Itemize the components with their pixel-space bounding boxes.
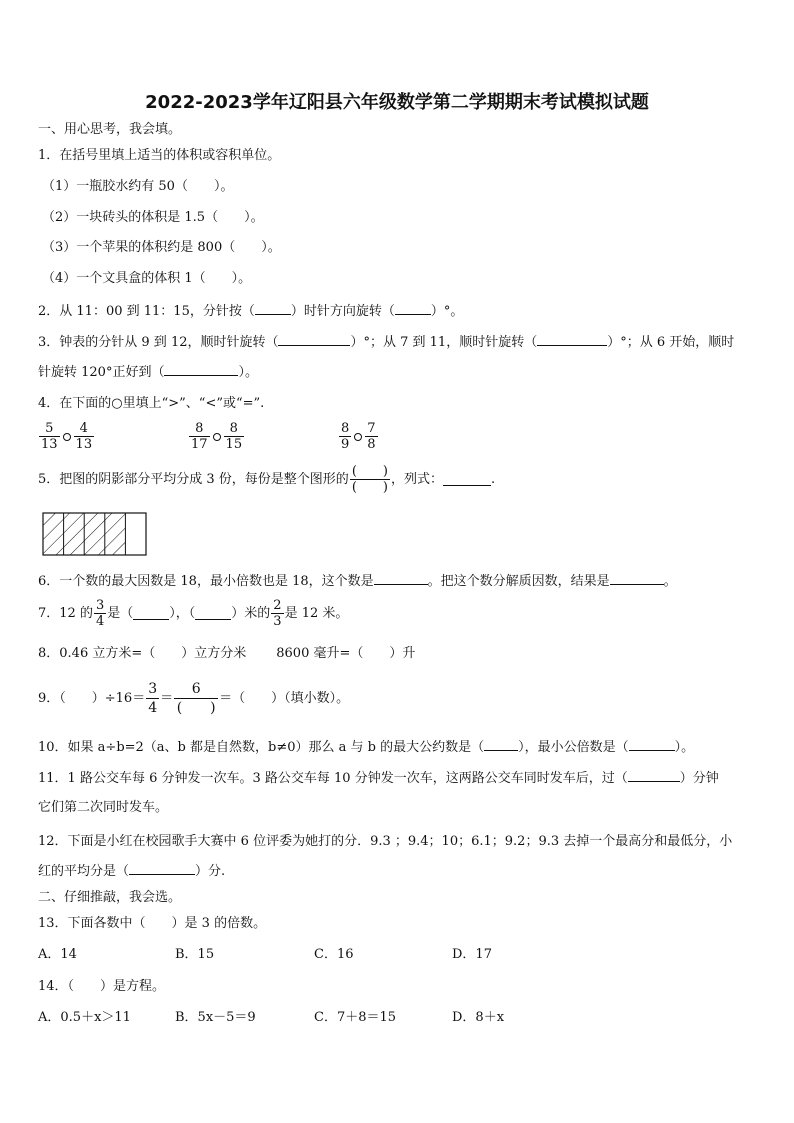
question-2: [38, 302, 463, 321]
q5-text-a: 5．把图的阴影部分平均分成 3 份，每份是整个图形的: [38, 471, 349, 487]
answer-blank[interactable]: [484, 738, 518, 751]
q8-text-b: 8600 毫升=（ ）升: [276, 646, 416, 661]
q11-text-b: ）分钟: [679, 771, 719, 786]
q3-text-d: 针旋转 120°正好到（: [38, 365, 165, 380]
compare-pair-1: [38, 421, 95, 452]
q9-equals: ＝: [160, 690, 174, 706]
section-heading-2: 二、仔细推敲，我会选。: [38, 890, 182, 905]
q7-text-c: ），（: [169, 605, 196, 621]
answer-blank[interactable]: [610, 572, 664, 585]
fraction: $\frac{3}{4}$: [148, 681, 158, 716]
answer-fraction[interactable]: $\frac{6}{( )}$: [174, 680, 218, 717]
answer-blank[interactable]: [133, 607, 169, 620]
q5-text-c: .: [490, 471, 496, 487]
question-8: [38, 645, 415, 663]
q2-text-a: 2．从 11：00 到 11：15，分针按（: [38, 304, 255, 319]
answer-blank[interactable]: [164, 363, 238, 376]
answer-blank[interactable]: [278, 333, 350, 346]
question-12-line-2: [38, 862, 225, 881]
q14-option-b[interactable]: B．5x－5＝9: [175, 1010, 256, 1025]
question-1-item-2: （2）一块砖头的体积是 1.5（ ）。: [42, 210, 264, 225]
answer-blank[interactable]: [374, 572, 428, 585]
page-title: 2022-2023学年辽阳县六年级数学第二学期期末考试模拟试题: [145, 92, 649, 113]
question-4-stem: 4．在下面的○里填上“>”、“<”或“=”.: [38, 396, 265, 411]
answer-fraction[interactable]: $\frac{( )}{( )}$: [351, 464, 388, 495]
fraction: $\frac{7}{8}$: [367, 421, 376, 452]
answer-blank[interactable]: [395, 302, 431, 315]
question-1-item-3: （3）一个苹果的体积约是 800（ ）。: [42, 240, 281, 255]
section-heading-1: 一、用心思考，我会填。: [38, 122, 182, 137]
q11-text-a: 11．1 路公交车每 6 分钟发一次车。3 路公交车每 10 分钟发一次车，这两路公交车同时发车后，过（: [38, 771, 628, 786]
compare-circle[interactable]: [213, 433, 221, 441]
compare-pair-2: [188, 421, 245, 452]
fraction: $\frac{3}{4}$: [95, 598, 105, 629]
q7-text-e: 是 12 米。: [284, 605, 349, 621]
q2-text-b: ）时针方向旋转（: [290, 304, 395, 319]
q7-text-a: 7．12 的: [38, 605, 93, 621]
question-14-stem: 14．（ ）是方程。: [38, 979, 166, 994]
q8-text-a: 8．0.46 立方米=（ ）立方分米: [38, 646, 247, 661]
q13-option-d[interactable]: D．17: [452, 947, 492, 962]
question-3-line-2: [38, 363, 258, 382]
fraction: $\frac{8}{9}$: [341, 421, 350, 452]
q6-text-b: 。把这个数分解质因数，结果是: [427, 574, 610, 589]
question-11-line-2: 它们第二次同时发车。: [38, 800, 169, 815]
q3-text-b: ）°；从 7 到 11，顺时针旋转（: [350, 335, 538, 350]
answer-blank[interactable]: [443, 473, 491, 486]
question-1-item-1: （1）一瓶胶水约有 50（ ）。: [42, 179, 234, 194]
question-1-stem: 1．在括号里填上适当的体积或容积单位。: [38, 148, 281, 163]
compare-pair-3: [338, 421, 379, 452]
question-11-line-1: [38, 769, 719, 788]
q10-text-c: ）。: [674, 740, 695, 755]
compare-circle[interactable]: [63, 433, 71, 441]
question-6: [38, 572, 677, 591]
q3-text-c: ）°；从 6 开始，顺时: [607, 335, 735, 350]
question-1-item-4: （4）一个文具盒的体积 1（ ）。: [42, 271, 252, 286]
answer-blank[interactable]: [195, 607, 231, 620]
q7-text-b: 是（: [107, 605, 134, 621]
question-13-stem: 13．下面各数中（ ）是 3 的倍数。: [38, 916, 267, 931]
q14-option-c[interactable]: C．7＋8＝15: [314, 1010, 397, 1025]
q12-text-a: 红的平均分是（: [38, 864, 130, 879]
shaded-rectangle-figure: [42, 512, 148, 557]
question-3-line-1: [38, 333, 734, 352]
answer-blank[interactable]: [537, 333, 607, 346]
q13-option-c[interactable]: C．16: [314, 947, 354, 962]
q9-text-b: ＝（ ）（填小数）。: [219, 690, 350, 706]
q6-text-c: 。: [663, 574, 677, 589]
answer-blank[interactable]: [628, 769, 680, 782]
question-9: [38, 680, 349, 717]
fraction: $\frac{5}{13}$: [41, 421, 58, 452]
q13-option-b[interactable]: B．15: [175, 947, 215, 962]
question-10: [38, 738, 694, 757]
q3-text-e: ）。: [238, 365, 258, 380]
compare-circle[interactable]: [354, 433, 362, 441]
answer-blank[interactable]: [129, 862, 195, 875]
q12-text-b: ）分.: [195, 864, 226, 879]
q10-text-a: 10．如果 a÷b=2（a、b 都是自然数，b≠0）那么 a 与 b 的最大公约数是（: [38, 740, 485, 755]
q3-text-a: 3．钟表的分针从 9 到 12，顺时针旋转（: [38, 335, 279, 350]
fraction: $\frac{8}{17}$: [191, 421, 208, 452]
answer-blank[interactable]: [255, 302, 291, 315]
answer-blank[interactable]: [629, 738, 675, 751]
q5-text-b: ，列式：: [390, 471, 443, 487]
q10-text-b: ），最小公倍数是（: [518, 740, 629, 755]
question-5: [38, 464, 495, 495]
q6-text-a: 6．一个数的最大因数是 18，最小倍数也是 18，这个数是: [38, 574, 374, 589]
fraction: $\frac{8}{15}$: [225, 421, 243, 452]
question-7: [38, 598, 348, 629]
q2-text-c: ）°。: [430, 304, 464, 319]
fraction: $\frac{2}{3}$: [273, 598, 282, 629]
fraction: $\frac{4}{13}$: [75, 421, 93, 452]
q9-text-a: 9．（ ）÷16＝: [38, 690, 146, 706]
question-12-line-1: 12．下面是小红在校园歌手大赛中 6 位评委为她打的分．9.3 ；9.4；10；6.1；9.2；9.3 去掉一个最高分和最低分，小: [38, 834, 733, 849]
q14-option-d[interactable]: D．8＋x: [452, 1010, 505, 1025]
q13-option-a[interactable]: A．14: [38, 947, 77, 962]
q7-text-d: ）米的: [231, 605, 271, 621]
q14-option-a[interactable]: A．0.5＋x＞11: [38, 1010, 131, 1025]
